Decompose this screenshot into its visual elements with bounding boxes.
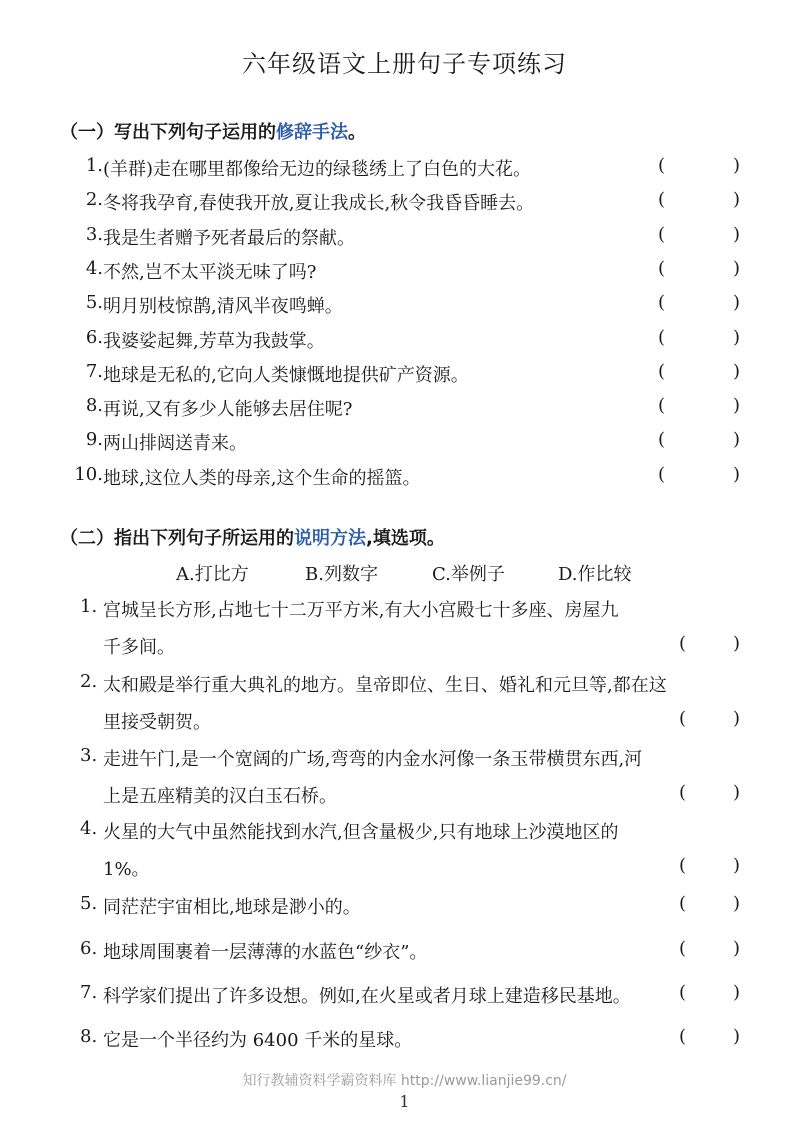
answer-blank-open[interactable]: ( xyxy=(679,938,687,959)
answer-blank-open[interactable]: ( xyxy=(679,982,687,1003)
answer-blank-close[interactable]: ) xyxy=(733,782,741,803)
question-text-line1: 火星的大气中虽然能找到水汽,但含量极少,只有地球上沙漠地区的 xyxy=(103,822,619,843)
page-number: 1 xyxy=(399,1092,410,1111)
question-text: 冬将我孕育,春使我开放,夏让我成长,秋令我昏昏睡去。 xyxy=(103,193,535,215)
question-number: 2. xyxy=(80,671,98,692)
question-number: 3. xyxy=(80,745,98,766)
question-number: 5. xyxy=(85,292,103,314)
option-a: A.打比方 xyxy=(176,564,249,585)
section1-question-row xyxy=(0,258,809,290)
question-number: 9. xyxy=(85,429,103,451)
section2-heading xyxy=(60,524,445,550)
answer-blank-close[interactable]: ) xyxy=(733,855,741,876)
answer-blank-close[interactable]: ) xyxy=(733,429,741,451)
answer-blank-open[interactable]: ( xyxy=(658,223,666,245)
question-number: 5. xyxy=(80,893,98,914)
question-text-line1: 同茫茫宇宙相比,地球是渺小的。 xyxy=(103,897,361,918)
section1-heading-highlight: 修辞手法 xyxy=(276,122,348,143)
question-text: 两山排闼送青来。 xyxy=(103,433,247,455)
question-text-line2: 里接受朝贺。 xyxy=(103,712,211,733)
section2-question xyxy=(0,671,809,741)
answer-blank-close[interactable]: ) xyxy=(733,292,741,314)
answer-blank-open[interactable]: ( xyxy=(658,189,666,211)
answer-blank-close[interactable]: ) xyxy=(733,360,741,382)
question-text: 地球是无私的,它向人类慷慨地提供矿产资源。 xyxy=(103,364,469,386)
question-text: 明月别枝惊鹊,清风半夜鸣蝉。 xyxy=(103,296,343,318)
answer-blank-open[interactable]: ( xyxy=(658,292,666,314)
section1-question-row xyxy=(0,292,809,324)
page-title: 六年级语文上册句子专项练习 xyxy=(242,50,567,78)
question-text: 我是生者赠予死者最后的祭献。 xyxy=(103,227,355,249)
question-text-line1: 科学家们提出了许多设想。例如,在火星或者月球上建造移民基地。 xyxy=(103,986,631,1007)
answer-blank-close[interactable]: ) xyxy=(733,223,741,245)
section2-question xyxy=(0,1026,809,1058)
answer-blank-open[interactable]: ( xyxy=(679,893,687,914)
section2-question xyxy=(0,938,809,970)
option-b: B.列数字 xyxy=(305,564,378,585)
question-number: 4. xyxy=(80,818,98,839)
question-text: 不然,岂不太平淡无味了吗? xyxy=(103,261,317,283)
section1-heading xyxy=(60,118,366,144)
question-text-line1: 走进午门,是一个宽阔的广场,弯弯的内金水河像一条玉带横贯东西,河 xyxy=(103,749,643,770)
section2-question xyxy=(0,596,809,666)
answer-blank-close[interactable]: ) xyxy=(733,1026,741,1047)
answer-blank-open[interactable]: ( xyxy=(679,708,687,729)
answer-blank-close[interactable]: ) xyxy=(733,982,741,1003)
question-text-line1: 太和殿是举行重大典礼的地方。皇帝即位、生日、婚礼和元旦等,都在这 xyxy=(103,675,667,696)
question-number: 10. xyxy=(74,463,103,485)
section1-heading-suffix: 。 xyxy=(348,122,366,143)
answer-blank-open[interactable]: ( xyxy=(658,463,666,485)
question-text: (羊群)走在哪里都像给无边的绿毯绣上了白色的大花。 xyxy=(103,159,532,180)
answer-blank-close[interactable]: ) xyxy=(733,938,741,959)
question-number: 7. xyxy=(85,360,103,382)
question-number: 8. xyxy=(85,395,103,417)
section1-question-row xyxy=(0,361,809,393)
section1-question-row xyxy=(0,395,809,427)
answer-blank-close[interactable]: ) xyxy=(733,463,741,485)
option-c: C.举例子 xyxy=(432,564,505,585)
section2-question xyxy=(0,818,809,888)
answer-blank-open[interactable]: ( xyxy=(658,429,666,451)
question-number: 1. xyxy=(80,596,98,617)
question-number: 8. xyxy=(80,1026,98,1047)
footer-watermark: 知行教辅资料学霸资料库 http://www.lianjie99.cn/ xyxy=(242,1073,567,1089)
answer-blank-open[interactable]: ( xyxy=(679,1026,687,1047)
question-number: 4. xyxy=(85,257,103,279)
question-text: 再说,又有多少人能够去居住呢? xyxy=(103,399,353,421)
question-number: 6. xyxy=(85,326,103,348)
answer-blank-open[interactable]: ( xyxy=(679,633,687,654)
answer-blank-close[interactable]: ) xyxy=(733,893,741,914)
question-text: 地球,这位人类的母亲,这个生命的摇篮。 xyxy=(103,467,421,489)
question-text-line2: 千多间。 xyxy=(103,637,175,658)
question-number: 3. xyxy=(85,223,103,245)
answer-blank-close[interactable]: ) xyxy=(733,633,741,654)
question-number: 7. xyxy=(80,982,98,1003)
question-number: 2. xyxy=(85,189,103,211)
question-text-line1: 宫城呈长方形,占地七十二万平方米,有大小宫殿七十多座、房屋九 xyxy=(103,600,619,621)
answer-blank-close[interactable]: ) xyxy=(733,326,741,348)
answer-blank-open[interactable]: ( xyxy=(658,257,666,279)
section1-question-row xyxy=(0,224,809,256)
answer-blank-close[interactable]: ) xyxy=(733,257,741,279)
answer-blank-close[interactable]: ) xyxy=(733,395,741,417)
section1-heading-prefix: （一）写出下列句子运用的 xyxy=(60,122,276,143)
answer-blank-open[interactable]: ( xyxy=(658,155,666,176)
answer-blank-open[interactable]: ( xyxy=(658,326,666,348)
answer-blank-open[interactable]: ( xyxy=(658,395,666,417)
section2-heading-suffix: ,填选项。 xyxy=(366,528,445,549)
answer-blank-close[interactable]: ) xyxy=(733,708,741,729)
section1-question-row xyxy=(0,429,809,461)
answer-blank-open[interactable]: ( xyxy=(679,855,687,876)
question-number: 1. xyxy=(85,155,103,176)
section2-question xyxy=(0,745,809,815)
answer-options xyxy=(0,560,809,590)
answer-blank-open[interactable]: ( xyxy=(679,782,687,803)
question-text-line1: 它是一个半径约为 6400 千米的星球。 xyxy=(103,1030,413,1051)
answer-blank-open[interactable]: ( xyxy=(658,360,666,382)
question-text: 我婆娑起舞,芳草为我鼓掌。 xyxy=(103,330,325,352)
section2-question xyxy=(0,893,809,925)
section2-heading-prefix: （二）指出下列句子所运用的 xyxy=(60,528,294,549)
option-d: D.作比较 xyxy=(558,564,632,585)
question-text-line2: 1%。 xyxy=(103,859,150,880)
section1-question-row xyxy=(0,155,809,187)
section2-heading-highlight: 说明方法 xyxy=(294,528,366,549)
section2-question xyxy=(0,982,809,1014)
section1-question-row xyxy=(0,464,809,496)
question-text-line2: 上是五座精美的汉白玉石桥。 xyxy=(103,786,337,807)
question-number: 6. xyxy=(80,938,98,959)
answer-blank-close[interactable]: ) xyxy=(733,189,741,211)
section1-question-row xyxy=(0,327,809,359)
section1-question-row xyxy=(0,189,809,221)
question-text-line1: 地球周围裹着一层薄薄的水蓝色“纱衣”。 xyxy=(103,942,428,963)
answer-blank-close[interactable]: ) xyxy=(733,155,741,176)
